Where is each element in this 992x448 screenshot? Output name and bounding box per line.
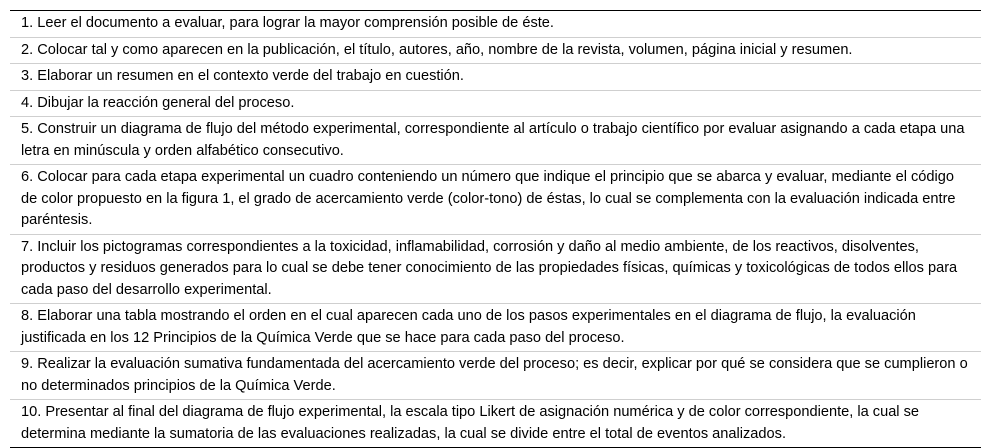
step-row-4: 4. Dibujar la reacción general del proceso.: [10, 91, 981, 118]
steps-table: [10, 10, 981, 448]
step-row-5: 5. Construir un diagrama de flujo del método experimental, correspondiente al artículo o trabajo científico por evaluar asignando a cada etapa una letra en minúscula y orden alfabético consecutivo.: [10, 117, 981, 165]
step-row-2: 2. Colocar tal y como aparecen en la publicación, el título, autores, año, nombre de la revista, volumen, página inicial y resumen.: [10, 38, 981, 65]
step-row-3: 3. Elaborar un resumen en el contexto verde del trabajo en cuestión.: [10, 64, 981, 91]
step-row-8: 8. Elaborar una tabla mostrando el orden en el cual aparecen cada uno de los pasos experimentales en el diagrama de flujo, la evaluación justificada en los 12 Principios de la Química Verde que se hace para cada paso del proceso.: [10, 304, 981, 352]
step-row-9: 9. Realizar la evaluación sumativa fundamentada del acercamiento verde del proceso; es decir, explicar por qué se considera que se cumplieron o no determinados principios de la Química Verde.: [10, 352, 981, 400]
step-row-6: 6. Colocar para cada etapa experimental un cuadro conteniendo un número que indique el principio que se abarca y evaluar, mediante el código de color propuesto en la figura 1, el grado de acercamiento verde (color-tono) de éstas, lo cual se complementa con la evaluación indicada entre paréntesis.: [10, 165, 981, 235]
step-row-10: 10. Presentar al final del diagrama de flujo experimental, la escala tipo Likert de asignación numérica y de color correspondiente, la cual se determina mediante la sumatoria de las evaluaciones realizadas, la cual se divide entre el total de eventos analizados.: [10, 400, 981, 447]
step-row-7: 7. Incluir los pictogramas correspondientes a la toxicidad, inflamabilidad, corrosión y daño al medio ambiente, de los reactivos, disolventes, productos y residuos generados para lo cual se debe tener conocimiento de las propiedades físicas, químicas y toxicológicas de todos ellos para cada paso del desarrollo experimental.: [10, 235, 981, 305]
step-row-1: 1. Leer el documento a evaluar, para lograr la mayor comprensión posible de éste.: [10, 11, 981, 38]
